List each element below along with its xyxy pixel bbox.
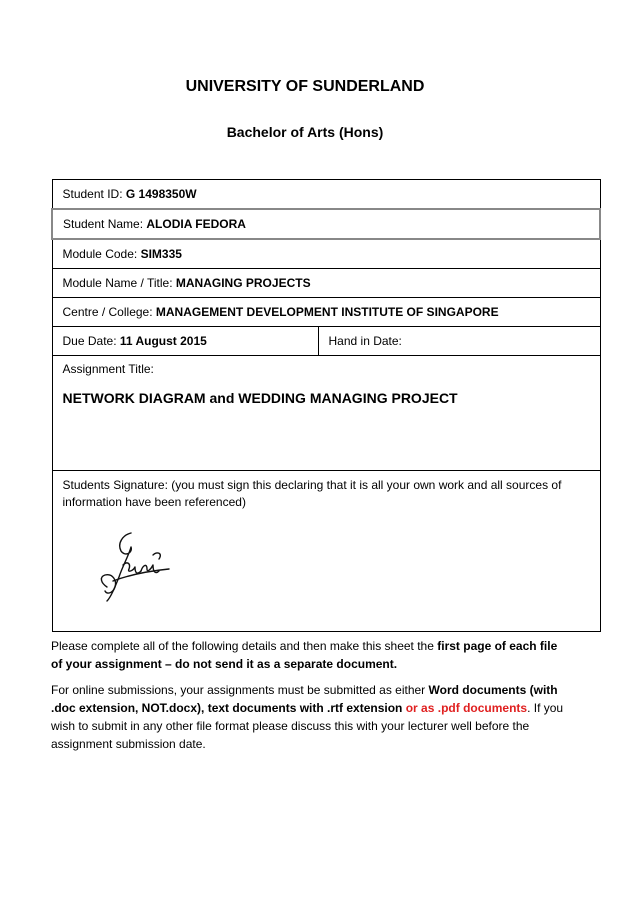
module-name-row — [52, 269, 600, 298]
cover-sheet-table — [51, 179, 601, 632]
module-code-label: Module Code: — [62, 247, 138, 261]
notes-paragraph-1 — [51, 637, 571, 673]
due-date-value: 11 August 2015 — [119, 334, 207, 348]
module-name-value: MANAGING PROJECTS — [175, 276, 311, 290]
signature-declaration: Students Signature: (you must sign this declaring that it is all your own work and all sources of information have been referenced) — [62, 478, 562, 509]
notes-paragraph-2 — [51, 681, 571, 753]
notes-p2-red: or as .pdf documents — [402, 701, 528, 715]
student-id-row — [52, 180, 600, 210]
centre-label: Centre / College: — [62, 305, 153, 319]
notes-p2-bold: Word documents (with .doc extension, NOT.docx), text documents with .rtf extension — [51, 683, 558, 715]
university-title: UNIVERSITY OF SUNDERLAND — [185, 78, 425, 95]
student-name-label: Student Name: — [63, 217, 144, 231]
notes-p1-text: Please complete all of the following details and then make this sheet the — [51, 639, 438, 653]
notes-p2-text: For online submissions, your assignments must be submitted as either — [51, 683, 429, 697]
module-code-row — [52, 239, 600, 269]
assignment-title-value: NETWORK DIAGRAM and WEDDING MANAGING PROJECT — [62, 390, 458, 406]
degree-subtitle: Bachelor of Arts (Hons) — [226, 124, 384, 140]
notes-p1-bold: first page of each file of your assignment – do not send it as a separate document. — [51, 639, 558, 671]
handwritten-signature — [93, 525, 183, 605]
assignment-title-label: Assignment Title: — [62, 362, 154, 376]
module-name-label: Module Name / Title: — [62, 276, 173, 290]
student-id-label: Student ID: — [62, 187, 123, 201]
assignment-row — [52, 356, 600, 471]
due-date-label: Due Date: — [62, 334, 117, 348]
notes-p2-tail: . If you wish to submit in any other file format please discuss this with your lecturer well before the assignment submission date. — [51, 701, 564, 751]
student-name-value: ALODIA FEDORA — [146, 217, 246, 231]
centre-row — [52, 298, 600, 327]
hand-in-date-label: Hand in Date: — [328, 334, 402, 348]
signature-row — [52, 471, 600, 632]
dates-row — [52, 327, 600, 356]
submission-notes — [51, 637, 571, 761]
student-name-row — [52, 209, 600, 239]
student-id-value: G 1498350W — [125, 187, 197, 201]
centre-value: MANAGEMENT DEVELOPMENT INSTITUTE OF SINGAPORE — [155, 305, 499, 319]
module-code-value: SIM335 — [140, 247, 182, 261]
